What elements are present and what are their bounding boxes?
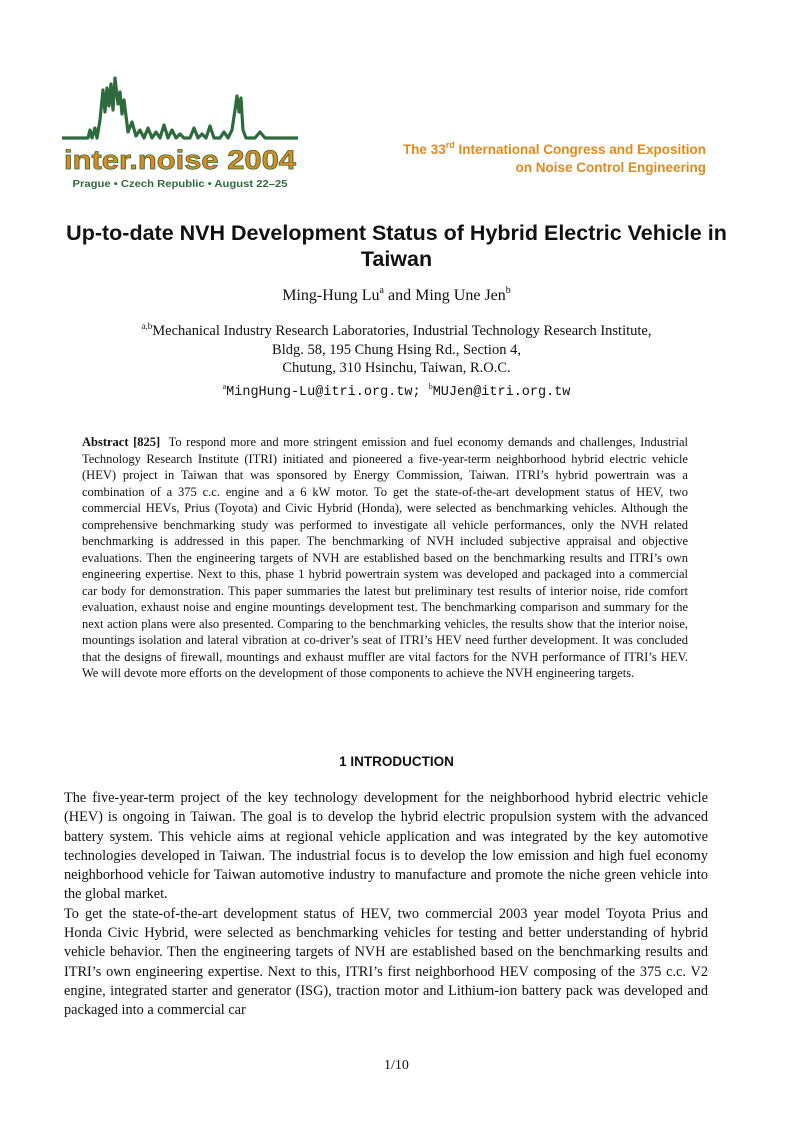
authors: Ming-Hung Lu$^a$ and Ming Une Jen$^b$ [282, 285, 511, 304]
introduction-body [64, 789, 708, 1021]
author-2: Ming Une Jen [415, 287, 506, 304]
abstract-label: Abstract [825] [82, 435, 161, 449]
prague-skyline-waveform [62, 78, 298, 138]
abstract-text: To respond more and more stringent emission and fuel economy demands and challenges, Industrial Technology Research Institute (ITRI) initiated and pioneered a five-year-term neighborhood hybrid electric vehicle (HEV) project in Taiwan that was sponsored by Energy Commission, Taiwan. ITRI’s hybrid powertrain was a combination of a 375 c.c. engine and a 6 kW motor. To get the state-of-the-art development status of HEV, two commercial HEVs, Prius (Toyota) and Civic Hybrid (Honda), were selected as benchmarking vehicles. Although the comprehensive benchmarking study was performed to investigate all vehicle performances, only the NVH related benchmarking is addressed in this paper. The benchmarking of NVH included subjective appraisal and objective evaluations. Then the engineering targets of NVH are established based on the benchmarking results and ITRI’s own engineering expertise. Next to this, phase 1 hybrid powertrain system was developed and packaged into a commercial car body for demonstration. This paper summaries the latest but preliminary test results of interior noise, ride comfort evaluation, exhaust noise and engine mountings development test. The benchmarking comparison and summary for the next action plans were also presented. Comparing to the benchmarking vehicles, the results show that the interior noise, mountings isolation and lateral vibration at co-driver’s seat of ITRI’s HEV need further development. It was concluded that the designs of firewall, mountings and exhaust muffler are vital factors for the NVH performance of ITRI’s HEV. We will devote more efforts on the development of those components to achieve the NVH engineering targets. [82, 435, 689, 680]
author-emails: $^a$MingHung-Lu@itri.org.tw; $^b$MUJen@itri.org.tw [222, 382, 571, 400]
author-1: Ming-Hung Lu [282, 287, 380, 304]
logo-subline: Prague • Czech Republic • August 22–25 [72, 179, 288, 190]
congress-header [403, 141, 706, 177]
email-2: MUJen@itri.org.tw [432, 385, 571, 400]
logo-wordmark: inter.noise 2004 [64, 145, 296, 175]
intro-paragraph-1: The five-year-term project of the key technology development for the neighborhood hybrid electric vehicle (HEV) is ongoing in Taiwan. The goal is to develop the hybrid electric propulsion system with the advanced battery system. This vehicle aims at regional vehicle application and was integrated by the key automotive technologies developed in Taiwan. The industrial focus is to develop the low emission and high fuel economy neighborhood vehicle for Taiwan automotive industry to manufacture and promote the niche green vehicle into the global market. [64, 790, 708, 903]
paper-title: Up-to-date NVH Development Status of Hybrid Electric Vehicle in Taiwan [66, 221, 727, 271]
inter-noise-2004-logo [60, 70, 300, 195]
congress-line-1: The 33rd International Congress and Exposition [402, 140, 706, 157]
page-number: 1/10 [384, 1058, 409, 1073]
congress-line-2: on Noise Control Engineering [515, 160, 706, 175]
affiliation: $^{a,b}$Mechanical Industry Research Laboratories, Industrial Technology Research Institute, Bldg. 58, 195 Chung Hsing Rd., Section 4, Chutung, 310 Hsinchu, Taiwan, R.O.C. [141, 321, 652, 376]
abstract [82, 434, 688, 682]
section-heading-introduction: 1 INTRODUCTION [339, 754, 454, 769]
intro-paragraph-2: To get the state-of-the-art development status of HEV, two commercial 2003 year model Toyota Prius and Honda Civic Hybrid, were selected as benchmarking vehicles for testing and better understanding of hybrid vehicle behavior. Then the engineering targets of NVH are established based on the benchmarking results and ITRI’s own engineering expertise. Next to this, ITRI’s first neighborhood HEV composing of the 375 c.c. V2 engine, integrated starter and generator (ISG), traction motor and Lithium-ion battery pack was developed and packaged into a commercial car [64, 905, 708, 1019]
email-1: MingHung-Lu@itri.org.tw; [226, 385, 421, 400]
